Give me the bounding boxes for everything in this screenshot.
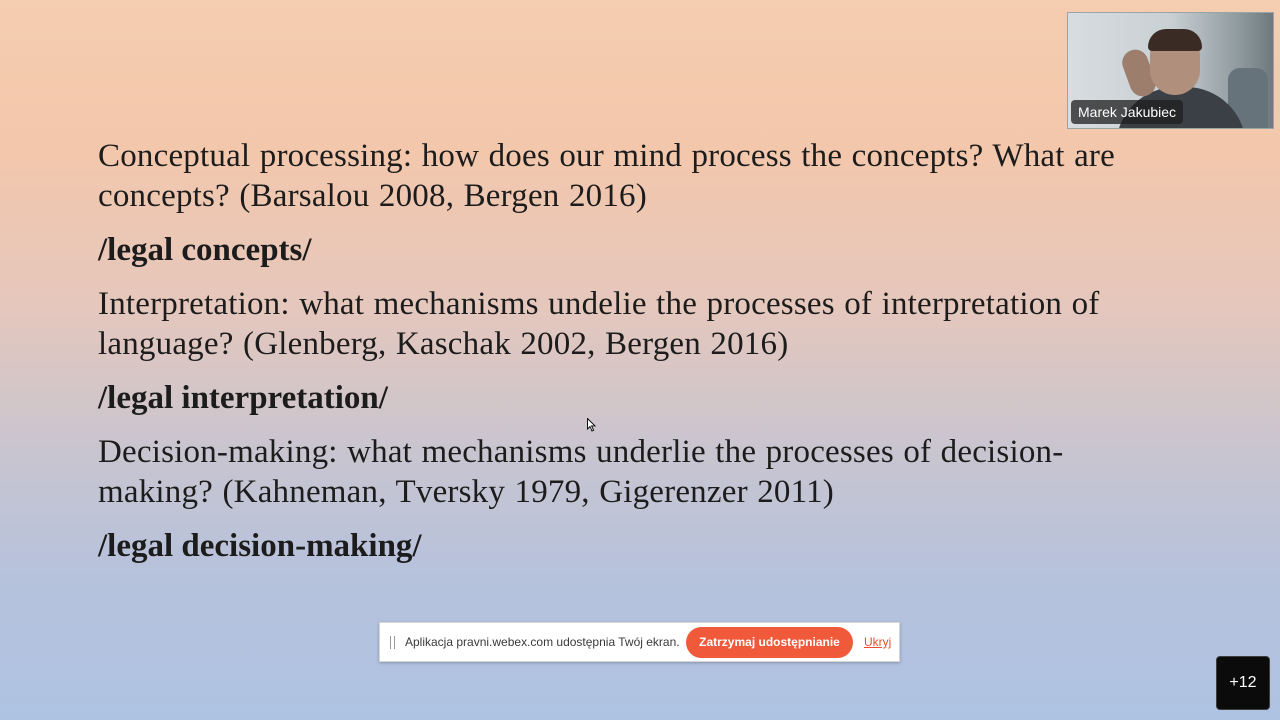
hide-link[interactable]: Ukryj <box>864 635 892 649</box>
more-participants-button[interactable]: +12 <box>1216 656 1270 710</box>
slide-heading-legal-concepts: /legal concepts/ <box>98 232 312 268</box>
participant-video-tile[interactable] <box>1067 12 1274 129</box>
grip-icon[interactable] <box>390 636 396 649</box>
slide-heading-legal-interpretation: /legal interpretation/ <box>98 380 388 416</box>
slide-paragraph-decision-making: Decision-making: what mechanisms underlie the processes of decision-making? (Kahneman, Tversky 1979, Gigerenzer 2011) <box>98 434 1064 510</box>
mouse-cursor-icon <box>587 418 597 432</box>
stop-sharing-button[interactable]: Zatrzymaj udostępnianie <box>686 627 853 658</box>
slide-paragraph-conceptual-processing: Conceptual processing: how does our mind process the concepts? What are concepts? (Barsalou 2008, Bergen 2016) <box>98 138 1115 214</box>
screen-share-message: Aplikacja pravni.webex.com udostępnia Twój ekran. <box>405 635 680 649</box>
screen-share-notification-bar <box>379 622 900 662</box>
video-person-hair <box>1148 29 1202 51</box>
slide-paragraph-interpretation: Interpretation: what mechanisms undelie the processes of interpretation of language? (Glenberg, Kaschak 2002, Bergen 2016) <box>98 286 1100 362</box>
participant-name-tag: Marek Jakubiec <box>1071 100 1183 124</box>
slide-heading-legal-decision-making: /legal decision-making/ <box>98 528 422 564</box>
